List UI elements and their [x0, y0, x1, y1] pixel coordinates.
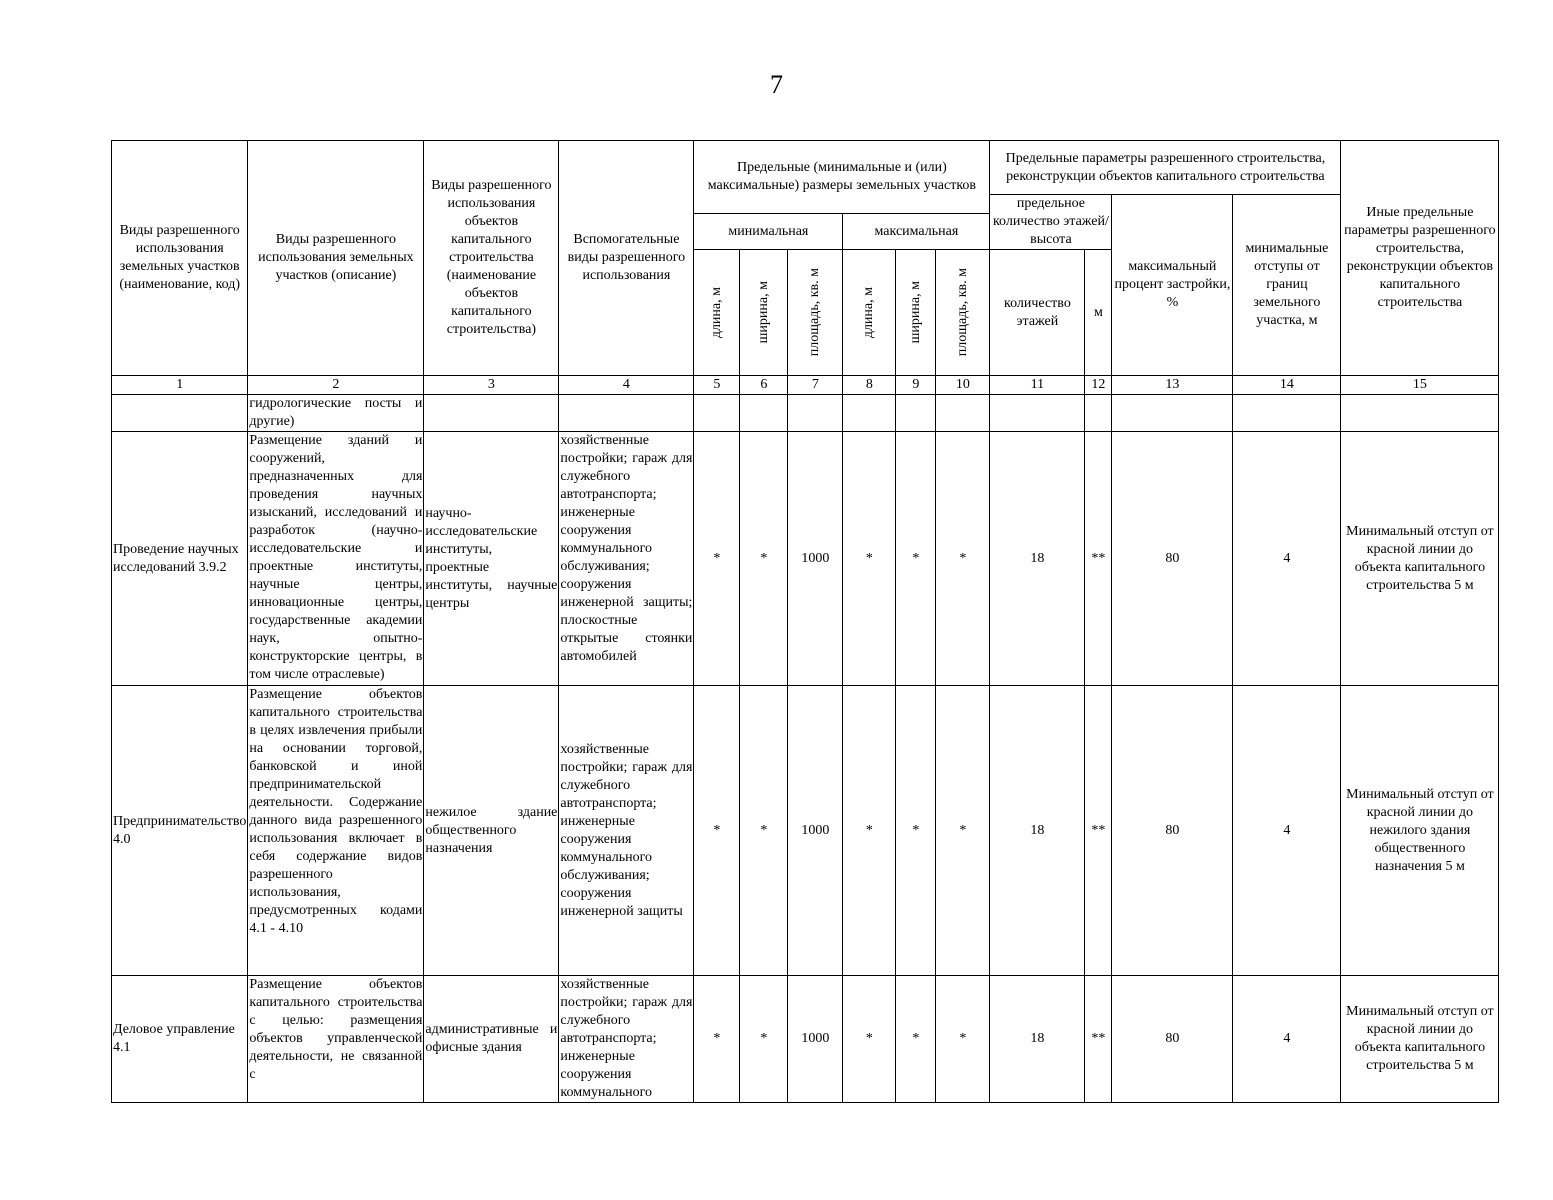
column-number: 4	[559, 376, 694, 395]
table-row	[112, 432, 1499, 686]
header-maximal: максимальная	[843, 214, 990, 250]
column-number: 9	[896, 376, 936, 395]
row-setback: 4	[1233, 976, 1341, 1103]
column-number: 13	[1112, 376, 1233, 395]
row-auxiliary-use: хозяйственные постройки; гараж для служебного автотранспорта; инженерные сооружения коммунального обслуживания; сооружения инженерной защиты	[559, 686, 694, 976]
column-number: 5	[694, 376, 740, 395]
row-building-objects: административные и офисные здания	[424, 976, 559, 1103]
column-number: 10	[936, 376, 990, 395]
row-use-name	[112, 395, 248, 432]
table-row	[112, 395, 1499, 432]
header-land-use-description: Виды разрешенного использования земельных участков (описание)	[248, 141, 424, 376]
row-max-length: *	[843, 976, 896, 1103]
header-max-area: площадь, кв. м	[936, 250, 990, 376]
row-use-name: Предпринимательство 4.0	[112, 686, 248, 976]
header-max-length: длина, м	[843, 250, 896, 376]
header-min-setback: минимальные отступы от границ земельного участка, м	[1233, 195, 1341, 376]
header-floors-height: предельное количество этажей/высота	[990, 195, 1112, 250]
row-min-length: *	[694, 432, 740, 686]
row-auxiliary-use: хозяйственные постройки; гараж для служебного автотранспорта; инженерные сооружения коммунального	[559, 976, 694, 1103]
row-min-area: 1000	[788, 686, 843, 976]
row-building-objects: нежилое здание общественного назначения	[424, 686, 559, 976]
row-max-width: *	[896, 686, 936, 976]
row-max-area	[936, 395, 990, 432]
column-number: 3	[424, 376, 559, 395]
header-max-width: ширина, м	[896, 250, 936, 376]
row-other-params: Минимальный отступ от красной линии до объекта капитального строительства 5 м	[1341, 432, 1499, 686]
row-min-area	[788, 395, 843, 432]
row-setback: 4	[1233, 686, 1341, 976]
row-use-name: Деловое управление 4.1	[112, 976, 248, 1103]
header-floors-count: количество этажей	[990, 250, 1085, 376]
header-min-area: площадь, кв. м	[788, 250, 843, 376]
header-min-length: длина, м	[694, 250, 740, 376]
header-minimal: минимальная	[694, 214, 843, 250]
row-max-length	[843, 395, 896, 432]
column-number: 15	[1341, 376, 1499, 395]
row-max-area: *	[936, 686, 990, 976]
regulations-table	[111, 140, 1499, 1103]
row-floors: 18	[990, 976, 1085, 1103]
row-use-description: Размещение объектов капитального строительства с целью: размещения объектов управленческой деятельности, не связанной с	[248, 976, 424, 1103]
row-use-name: Проведение научных исследований 3.9.2	[112, 432, 248, 686]
row-min-width	[740, 395, 788, 432]
row-max-length: *	[843, 686, 896, 976]
column-number: 11	[990, 376, 1085, 395]
table-row	[112, 686, 1499, 976]
row-floors: 18	[990, 686, 1085, 976]
row-setback: 4	[1233, 432, 1341, 686]
row-building-objects	[424, 395, 559, 432]
row-build-percent	[1112, 395, 1233, 432]
row-build-percent: 80	[1112, 976, 1233, 1103]
page-number: 7	[770, 70, 783, 99]
column-number: 7	[788, 376, 843, 395]
row-setback	[1233, 395, 1341, 432]
row-max-area: *	[936, 432, 990, 686]
row-min-width: *	[740, 686, 788, 976]
column-number: 2	[248, 376, 424, 395]
row-max-area: *	[936, 976, 990, 1103]
header-meters: м	[1085, 250, 1112, 376]
row-auxiliary-use	[559, 395, 694, 432]
row-other-params	[1341, 395, 1499, 432]
row-min-length: *	[694, 686, 740, 976]
row-height: **	[1085, 686, 1112, 976]
row-min-width: *	[740, 976, 788, 1103]
column-number: 6	[740, 376, 788, 395]
row-building-objects: научно-исследовательские институты, проектные институты, научные центры	[424, 432, 559, 686]
row-min-area: 1000	[788, 976, 843, 1103]
row-height	[1085, 395, 1112, 432]
row-use-description: гидрологические посты и другие)	[248, 395, 424, 432]
table-row	[112, 976, 1499, 1103]
row-floors: 18	[990, 432, 1085, 686]
row-max-width: *	[896, 432, 936, 686]
header-min-width: ширина, м	[740, 250, 788, 376]
row-use-description: Размещение объектов капитального строительства в целях извлечения прибыли на основании торговой, банковской и иной предпринимательской деятельности. Содержание данного вида разрешенного использования включает в себя содержание видов разрешенного использования, предусмотренных кодами 4.1 - 4.10	[248, 686, 424, 976]
column-number-row	[112, 376, 1499, 395]
header-land-use-type: Виды разрешенного использования земельных участков (наименование, код)	[112, 141, 248, 376]
row-min-length: *	[694, 976, 740, 1103]
header-construction-limits: Предельные параметры разрешенного строительства, реконструкции объектов капитального строительства	[990, 141, 1341, 195]
row-other-params: Минимальный отступ от красной линии до нежилого здания общественного назначения 5 м	[1341, 686, 1499, 976]
column-number: 12	[1085, 376, 1112, 395]
column-number: 14	[1233, 376, 1341, 395]
header-other-params: Иные предельные параметры разрешенного строительства, реконструкции объектов капитального строительства	[1341, 141, 1499, 376]
row-min-length	[694, 395, 740, 432]
column-number: 8	[843, 376, 896, 395]
row-use-description: Размещение зданий и сооружений, предназначенных для проведения научных изысканий, исследований и разработок (научно-исследовательские и проектные институты, научные центры, инновационные центры, государственные академии наук, опытно-конструкторские центры, в том числе отраслевые)	[248, 432, 424, 686]
row-build-percent: 80	[1112, 432, 1233, 686]
header-land-size-limits: Предельные (минимальные и (или) максимальные) размеры земельных участков	[694, 141, 990, 214]
row-max-width: *	[896, 976, 936, 1103]
row-min-width: *	[740, 432, 788, 686]
column-number: 1	[112, 376, 248, 395]
header-max-build-percent: максимальный процент застройки, %	[1112, 195, 1233, 376]
row-build-percent: 80	[1112, 686, 1233, 976]
header-auxiliary-use: Вспомогательные виды разрешенного использования	[559, 141, 694, 376]
row-max-width	[896, 395, 936, 432]
row-height: **	[1085, 976, 1112, 1103]
row-max-length: *	[843, 432, 896, 686]
row-auxiliary-use: хозяйственные постройки; гараж для служебного автотранспорта; инженерные сооружения коммунального обслуживания; сооружения инженерной защиты; плоскостные открытые стоянки автомобилей	[559, 432, 694, 686]
row-floors	[990, 395, 1085, 432]
row-other-params: Минимальный отступ от красной линии до объекта капитального строительства 5 м	[1341, 976, 1499, 1103]
header-building-use-type: Виды разрешенного использования объектов капитального строительства (наименование объектов капитального строительства)	[424, 141, 559, 376]
row-height: **	[1085, 432, 1112, 686]
row-min-area: 1000	[788, 432, 843, 686]
